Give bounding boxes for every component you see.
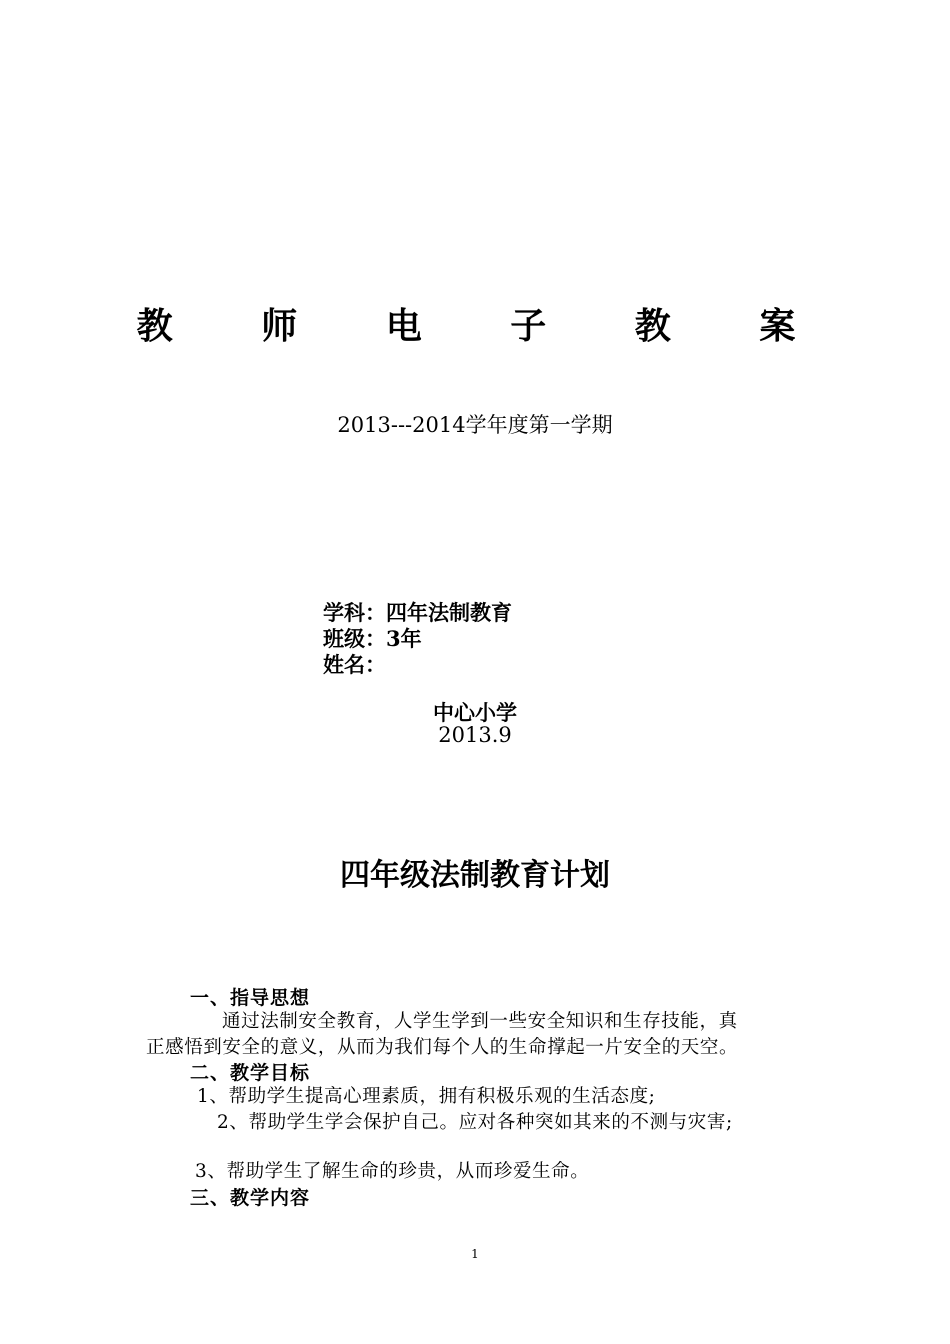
cover-title: 教 师 电 子 教 案 [136, 306, 834, 347]
section-heading-goals: 二、教学目标 [190, 1062, 311, 1084]
section-heading-content: 三、教学内容 [190, 1187, 311, 1209]
class-line: 班级：3年 [323, 626, 422, 651]
name-line: 姓名： [323, 652, 386, 677]
section-heading-guiding: 一、指导思想 [190, 987, 311, 1009]
goal-item-3: 3、帮助学生了解生命的珍贵，从而珍爱生命。 [195, 1161, 590, 1182]
cover-date: 2013.9 [438, 723, 512, 747]
page-number: 1 [471, 1247, 479, 1261]
guiding-text-line-2: 正感悟到安全的意义，从而为我们每个人的生命撑起一片安全的天空。 [146, 1037, 739, 1058]
subject-line: 学科：四年法制教育 [323, 600, 512, 625]
school-name: 中心小学 [433, 700, 517, 725]
guiding-text-line-1: 通过法制安全教育，人学生学到一些安全知识和生存技能，真 [222, 1011, 738, 1032]
goal-item-1: 1、帮助学生提高心理素质，拥有积极乐观的生活态度; [197, 1086, 656, 1107]
goal-item-2: 2、帮助学生学会保护自己。应对各种突如其来的不测与灾害; [217, 1112, 733, 1133]
plan-title: 四年级法制教育计划 [340, 858, 610, 893]
year-term: 2013---2014学年度第一学期 [337, 413, 613, 437]
